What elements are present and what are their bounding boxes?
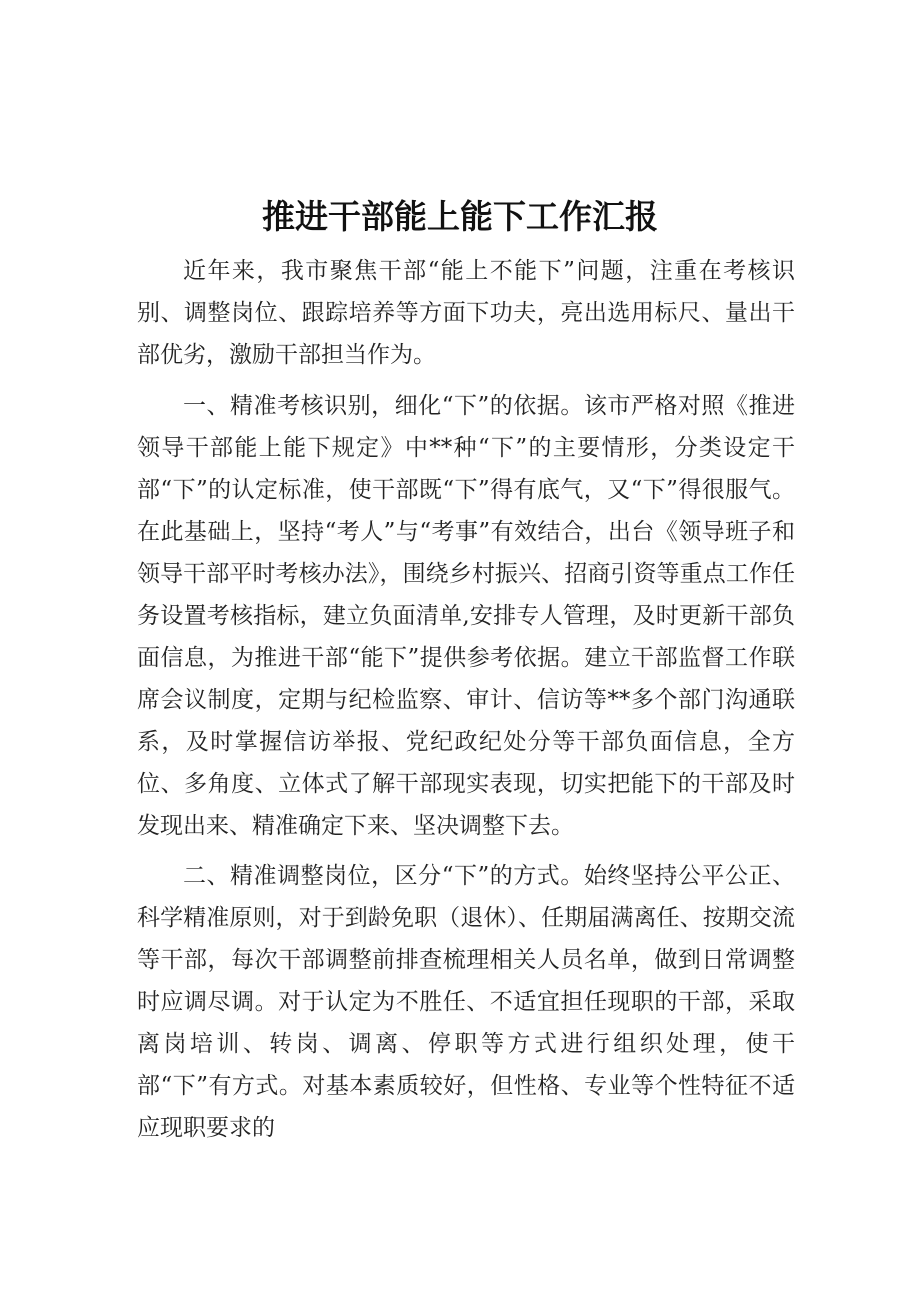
intro-paragraph: 近年来，我市聚焦干部“能上不能下”问题，注重在考核识别、调整岗位、跟踪培养等方面下功夫，亮出选用标尺、量出干部优劣，激励干部担当作为。 — [137, 258, 795, 368]
section-one-paragraph: 一、精准考核识别，细化“下”的依据。该市严格对照《推进领导干部能上能下规定》中**种“下”的主要情形，分类设定干部“下”的认定标准，使干部既“下”得有底气，又“下”得很服气。在此基础上，坚持“考人”与“考事”有效结合，出台《领导班子和领导干部平时考核办法》，围绕乡村振兴、招商引资等重点工作任务设置考核指标，建立负面清单,安排专人管理，及时更新干部负面信息，为推进干部“能下”提供参考依据。建立干部监督工作联席会议制度，定期与纪检监察、审计、信访等**多个部门沟通联系，及时掌握信访举报、党纪政纪处分等干部负面信息，全方位、多角度、立体式了解干部现实表现，切实把能下的干部及时发现出来、精准确定下来、坚决调整下去。 — [137, 393, 795, 839]
document-title: 推进干部能上能下工作汇报 — [262, 197, 658, 236]
section-two-paragraph: 二、精准调整岗位，区分“下”的方式。始终坚持公平公正、科学精准原则，对于到龄免职（退休）、任期届满离任、按期交流等干部，每次干部调整前排查梳理相关人员名单，做到日常调整时应调尽调。对于认定为不胜任、不适宜担任现职的干部，采取离岗培训、转岗、调离、停职等方式进行组织处理，使干部“下”有方式。对基本素质较好，但性格、专业等个性特征不适应现职要求的 — [137, 863, 795, 1141]
